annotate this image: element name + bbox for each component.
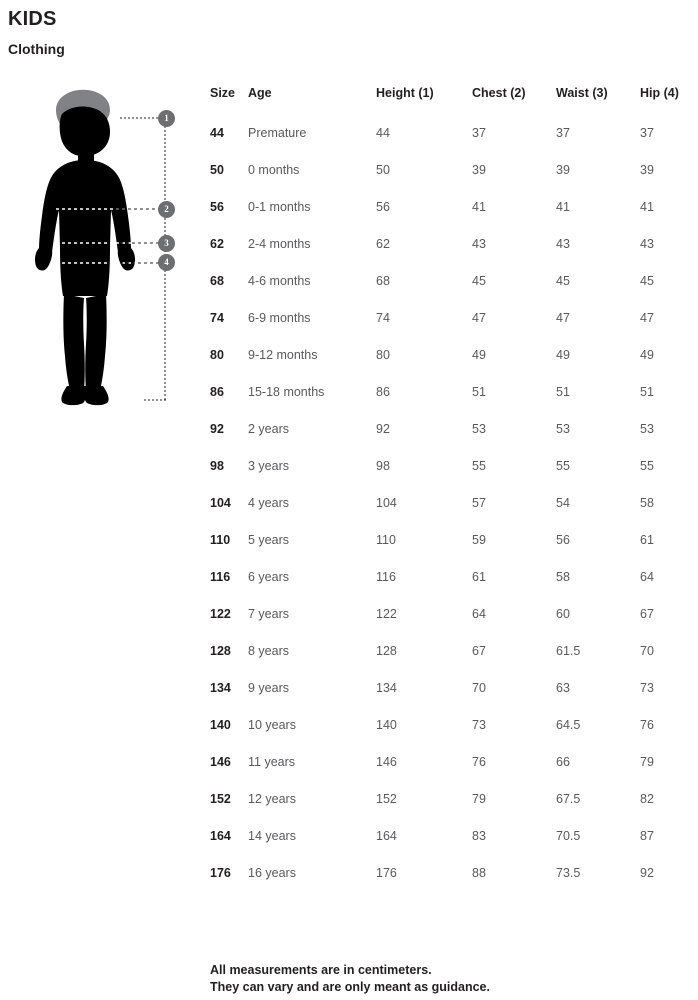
cell-size: 122	[210, 606, 231, 621]
cell-size: 80	[210, 347, 224, 362]
table-row	[206, 484, 686, 521]
cell-waist: 70.5	[556, 828, 581, 843]
cell-size: 74	[210, 310, 224, 325]
cell-hip: 76	[640, 717, 654, 732]
cell-size: 146	[210, 754, 231, 769]
cell-chest: 43	[472, 236, 486, 251]
cell-age: 4-6 months	[248, 273, 311, 288]
page-title: KIDS	[8, 8, 57, 30]
cell-height: 116	[376, 569, 396, 584]
column-header-age: Age	[248, 86, 272, 100]
cell-chest: 88	[472, 865, 486, 880]
cell-chest: 61	[472, 569, 486, 584]
table-row	[206, 225, 686, 262]
cell-hip: 67	[640, 606, 654, 621]
cell-hip: 55	[640, 458, 654, 473]
cell-waist: 66	[556, 754, 570, 769]
table-row	[206, 262, 686, 299]
table-row	[206, 669, 686, 706]
page-header	[8, 8, 65, 57]
cell-chest: 49	[472, 347, 486, 362]
callout-marker-2: 2	[158, 201, 175, 218]
cell-height: 140	[376, 717, 397, 732]
cell-hip: 92	[640, 865, 654, 880]
cell-height: 92	[376, 421, 390, 436]
cell-age: 0-1 months	[248, 199, 311, 214]
cell-waist: 39	[556, 162, 570, 177]
cell-size: 140	[210, 717, 231, 732]
measurement-figure	[20, 88, 200, 418]
cell-chest: 51	[472, 384, 486, 399]
callout-marker-3: 3	[158, 235, 175, 252]
cell-chest: 57	[472, 495, 486, 510]
table-row	[206, 336, 686, 373]
page-subtitle: Clothing	[8, 41, 65, 57]
footnote-line-1: All measurements are in centimeters.	[210, 963, 432, 977]
cell-waist: 61.5	[556, 643, 581, 658]
cell-height: 122	[376, 606, 397, 621]
cell-age: 11 years	[248, 754, 296, 769]
cell-size: 152	[210, 791, 231, 806]
cell-age: 5 years	[248, 532, 289, 547]
cell-hip: 64	[640, 569, 654, 584]
table-row	[206, 558, 686, 595]
table-row	[206, 854, 686, 891]
cell-age: 2 years	[248, 421, 289, 436]
cell-height: 152	[376, 791, 397, 806]
cell-hip: 73	[640, 680, 654, 695]
cell-height: 134	[376, 680, 397, 695]
cell-age: 4 years	[248, 495, 289, 510]
cell-size: 110	[210, 532, 231, 547]
column-header-size: Size	[210, 86, 236, 100]
cell-hip: 41	[640, 199, 654, 214]
table-row	[206, 151, 686, 188]
cell-height: 80	[376, 347, 390, 362]
column-header-height: Height (1)	[376, 86, 434, 100]
cell-hip: 49	[640, 347, 654, 362]
footnote	[210, 962, 490, 996]
cell-age: 10 years	[248, 717, 296, 732]
cell-waist: 73.5	[556, 865, 581, 880]
cell-height: 62	[376, 236, 390, 251]
cell-hip: 61	[640, 532, 654, 547]
table-row	[206, 743, 686, 780]
footnote-line-2: They can vary and are only meant as guidance.	[210, 980, 490, 994]
cell-chest: 67	[472, 643, 486, 658]
table-row	[206, 188, 686, 225]
child-silhouette-icon	[20, 88, 200, 418]
cell-size: 44	[210, 125, 224, 140]
cell-waist: 55	[556, 458, 570, 473]
cell-size: 92	[210, 421, 224, 436]
cell-height: 98	[376, 458, 390, 473]
cell-waist: 41	[556, 199, 570, 214]
cell-height: 110	[376, 532, 396, 547]
cell-waist: 53	[556, 421, 570, 436]
cell-hip: 53	[640, 421, 654, 436]
cell-chest: 64	[472, 606, 486, 621]
table-row	[206, 706, 686, 743]
cell-waist: 60	[556, 606, 570, 621]
cell-waist: 56	[556, 532, 570, 547]
cell-age: 7 years	[248, 606, 289, 621]
cell-hip: 43	[640, 236, 654, 251]
cell-chest: 73	[472, 717, 486, 732]
table-row	[206, 595, 686, 632]
cell-chest: 47	[472, 310, 486, 325]
cell-waist: 49	[556, 347, 570, 362]
cell-hip: 37	[640, 125, 654, 140]
table-row	[206, 299, 686, 336]
cell-height: 128	[376, 643, 397, 658]
cell-waist: 37	[556, 125, 570, 140]
cell-waist: 47	[556, 310, 570, 325]
cell-height: 50	[376, 162, 390, 177]
cell-chest: 70	[472, 680, 486, 695]
cell-waist: 58	[556, 569, 570, 584]
cell-waist: 54	[556, 495, 570, 510]
table-row	[206, 632, 686, 669]
cell-height: 146	[376, 754, 397, 769]
callout-marker-1: 1	[158, 110, 175, 127]
cell-waist: 45	[556, 273, 570, 288]
cell-size: 56	[210, 199, 224, 214]
cell-hip: 87	[640, 828, 654, 843]
cell-chest: 53	[472, 421, 486, 436]
cell-height: 44	[376, 125, 390, 140]
table-header-row	[206, 86, 686, 114]
size-chart-table	[206, 86, 686, 891]
cell-chest: 37	[472, 125, 486, 140]
cell-size: 50	[210, 162, 224, 177]
cell-chest: 83	[472, 828, 486, 843]
cell-waist: 43	[556, 236, 570, 251]
cell-hip: 51	[640, 384, 654, 399]
cell-chest: 59	[472, 532, 486, 547]
cell-age: Premature	[248, 125, 307, 140]
table-row	[206, 521, 686, 558]
cell-age: 8 years	[248, 643, 289, 658]
cell-age: 0 months	[248, 162, 300, 177]
callout-marker-4: 4	[158, 254, 175, 271]
cell-age: 12 years	[248, 791, 296, 806]
cell-hip: 82	[640, 791, 654, 806]
cell-age: 9-12 months	[248, 347, 318, 362]
cell-hip: 79	[640, 754, 654, 769]
cell-age: 15-18 months	[248, 384, 325, 399]
cell-height: 56	[376, 199, 390, 214]
cell-height: 176	[376, 865, 397, 880]
column-header-chest: Chest (2)	[472, 86, 526, 100]
cell-size: 116	[210, 569, 231, 584]
table-row	[206, 410, 686, 447]
cell-height: 74	[376, 310, 390, 325]
cell-size: 86	[210, 384, 224, 399]
cell-chest: 45	[472, 273, 486, 288]
cell-height: 104	[376, 495, 397, 510]
cell-age: 2-4 months	[248, 236, 311, 251]
cell-hip: 47	[640, 310, 654, 325]
cell-size: 128	[210, 643, 231, 658]
cell-size: 62	[210, 236, 224, 251]
column-header-hip: Hip (4)	[640, 86, 679, 100]
cell-waist: 51	[556, 384, 570, 399]
cell-hip: 58	[640, 495, 654, 510]
cell-chest: 79	[472, 791, 486, 806]
table-row	[206, 780, 686, 817]
cell-hip: 70	[640, 643, 654, 658]
cell-waist: 67.5	[556, 791, 581, 806]
cell-size: 104	[210, 495, 231, 510]
cell-size: 164	[210, 828, 231, 843]
cell-age: 14 years	[248, 828, 296, 843]
cell-age: 6-9 months	[248, 310, 311, 325]
cell-size: 98	[210, 458, 224, 473]
table-row	[206, 817, 686, 854]
cell-age: 3 years	[248, 458, 289, 473]
table-row	[206, 114, 686, 151]
cell-chest: 55	[472, 458, 486, 473]
cell-waist: 63	[556, 680, 570, 695]
cell-hip: 45	[640, 273, 654, 288]
cell-chest: 41	[472, 199, 486, 214]
cell-age: 16 years	[248, 865, 296, 880]
cell-age: 9 years	[248, 680, 289, 695]
cell-chest: 76	[472, 754, 486, 769]
column-header-waist: Waist (3)	[556, 86, 608, 100]
table-row	[206, 447, 686, 484]
cell-hip: 39	[640, 162, 654, 177]
cell-chest: 39	[472, 162, 486, 177]
cell-size: 176	[210, 865, 231, 880]
cell-height: 164	[376, 828, 397, 843]
table-row	[206, 373, 686, 410]
cell-size: 134	[210, 680, 231, 695]
cell-size: 68	[210, 273, 224, 288]
cell-age: 6 years	[248, 569, 289, 584]
cell-waist: 64.5	[556, 717, 581, 732]
cell-height: 68	[376, 273, 390, 288]
cell-height: 86	[376, 384, 390, 399]
